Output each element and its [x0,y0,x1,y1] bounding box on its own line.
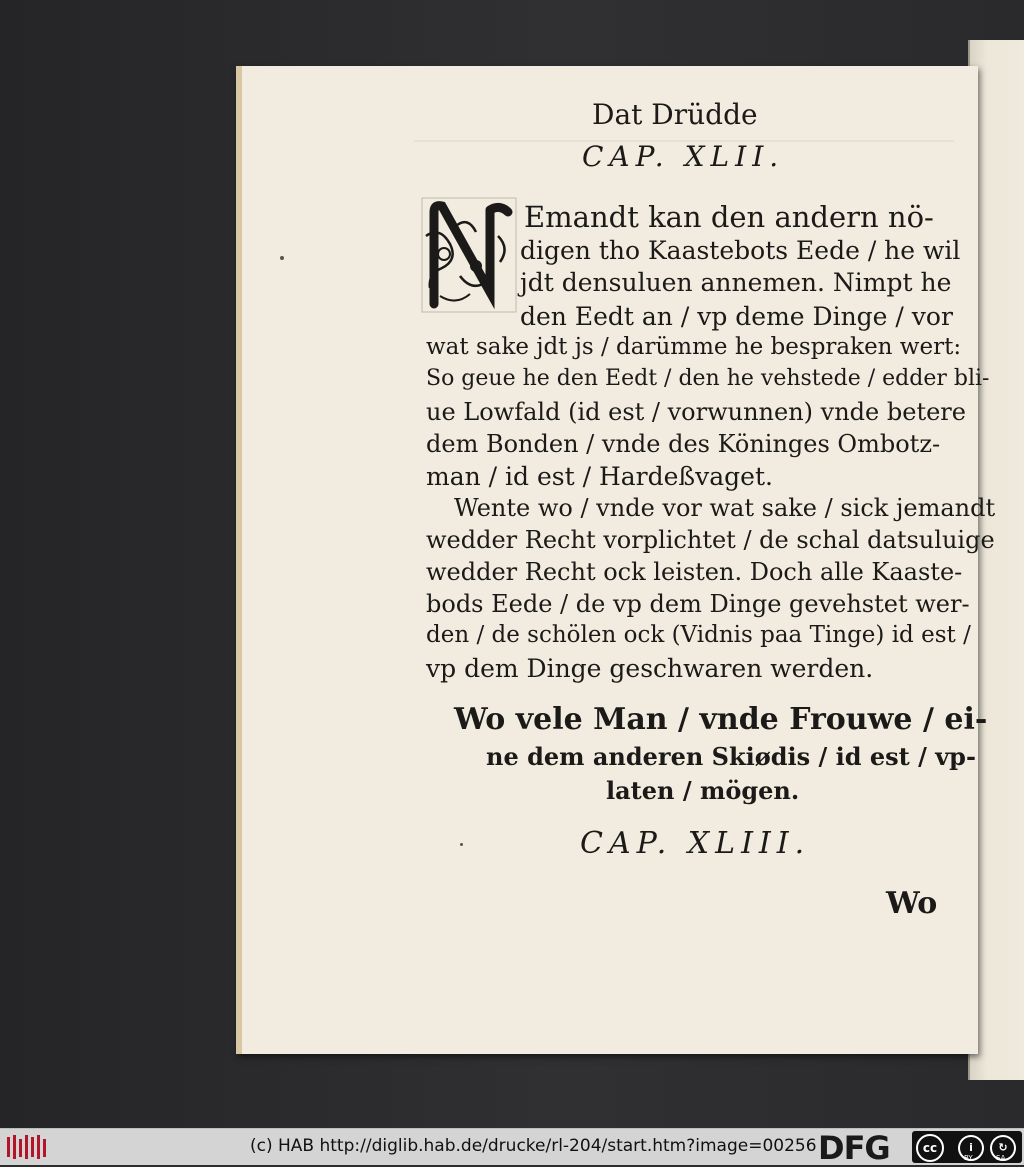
license-by-label: BY [964,1154,973,1162]
copyright-source-link[interactable]: (c) HAB http://diglib.hab.de/drucke/rl-204/start.htm?image=00256 [250,1136,817,1156]
paragraph-1-line: jdt densuluen annemen. Nimpt he [520,268,952,297]
decorated-initial-n-icon [420,196,518,314]
paragraph-2-line: wedder Recht vorplichtet / de schal datsuluige [426,526,995,554]
chapter-heading-42: CAP. XLII. [582,140,785,173]
ink-speck [280,256,284,260]
paragraph-1-line: dem Bonden / vnde des Köninges Ombotz- [426,430,941,458]
catchword: Wo [886,886,938,921]
paragraph-1-line: man / id est / Hardeßvaget. [426,462,773,491]
section-heading-line: ne dem anderen Skiødis / id est / vp- [486,742,976,771]
paragraph-2-line: bods Eede / de vp dem Dinge gevehstet wer- [426,590,970,618]
library-barcode-logo-icon[interactable] [4,1133,50,1161]
paragraph-1-line: wat sake jdt js / darümme he bespraken wert: [426,334,962,360]
paragraph-1-line: So geue he den Eedt / den he vehstede / edder bli- [426,366,990,391]
paragraph-2-line: vp dem Dinge geschwaren werden. [426,654,874,683]
dfg-logo[interactable]: DFG [818,1129,890,1167]
section-heading-line: Wo vele Man / vnde Frouwe / ei- [454,702,988,737]
paragraph-2-line: den / de schölen ock (Vidnis paa Tinge) id est / [426,622,971,648]
paragraph-2-line: wedder Recht ock leisten. Doch alle Kaaste- [426,558,963,586]
ink-speck [460,843,463,846]
paragraph-2-line: Wente wo / vnde vor wat sake / sick jemandt [454,494,996,522]
chapter-heading-43: CAP. XLIII. [580,826,811,861]
license-sa-label: SA [996,1154,1006,1162]
paragraph-1-line: digen tho Kaastebots Eede / he wil [520,236,961,265]
cc-icon: cc [916,1134,944,1162]
share-alike-icon: ↻ [990,1135,1016,1161]
paragraph-1-line: den Eedt an / vp deme Dinge / vor [520,302,953,331]
paragraph-1-line: ue Lowfald (id est / vorwunnen) vnde betere [426,398,966,426]
section-heading-line: laten / mögen. [606,776,800,805]
creative-commons-license-badge[interactable] [912,1131,1022,1163]
footer-bar [0,1128,1024,1165]
paragraph-1-line: Emandt kan den andern nö- [524,200,934,234]
running-head: Dat Drüdde [592,98,758,131]
by-attribution-icon: i [958,1135,984,1161]
